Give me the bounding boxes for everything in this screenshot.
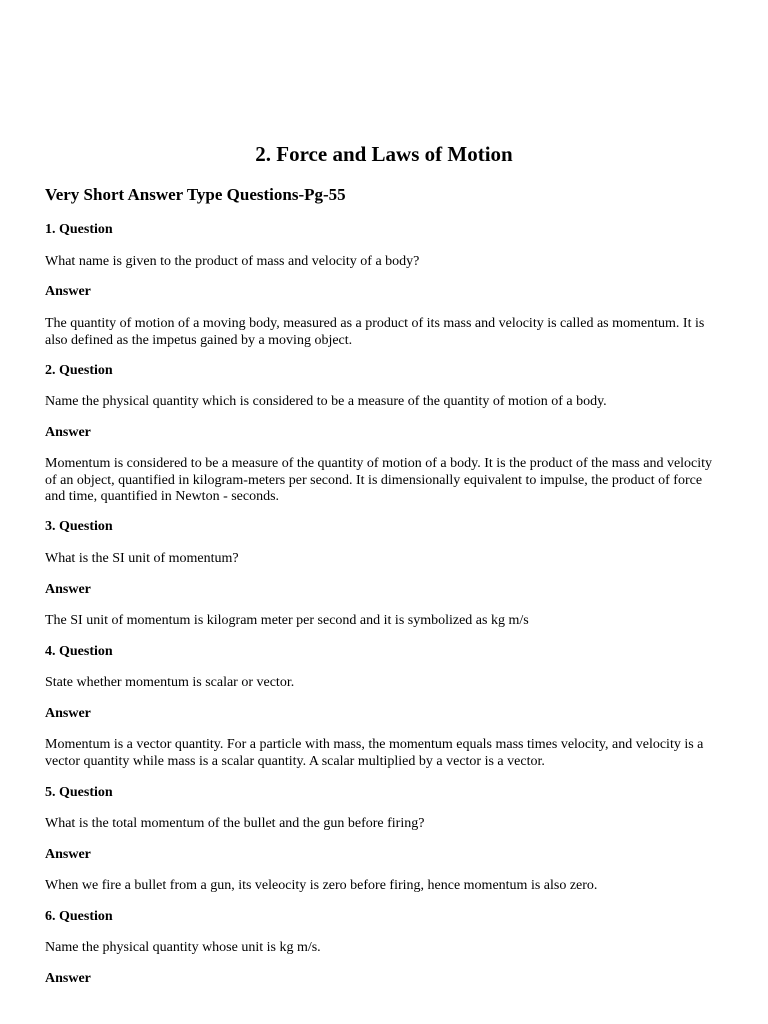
question-text: Name the physical quantity which is considered to be a measure of the quantity of motion of a body. [45, 394, 607, 409]
question-label: 4. Question [45, 644, 113, 659]
answer-text: The quantity of motion of a moving body, measured as a product of its mass and velocity is called as momentum. It is also defined as the impetus gained by a moving object. [45, 316, 705, 348]
question-text: What is the total momentum of the bullet and the gun before firing? [45, 816, 425, 831]
question-label: 2. Question [45, 363, 113, 378]
question-label: 1. Question [45, 222, 113, 237]
answer-label: Answer [45, 582, 91, 597]
answer-label: Answer [45, 847, 91, 862]
question-text: What name is given to the product of mass and velocity of a body? [45, 254, 420, 269]
question-label: 6. Question [45, 909, 113, 924]
answer-text: Momentum is considered to be a measure of the quantity of motion of a body. It is the product of the mass and velocity of an object, quantified in kilogram-meters per second. It is dimensionally equivalent to impulse, the product of force and time, quantified in Newton - seconds. [45, 456, 713, 504]
section-heading: Very Short Answer Type Questions-Pg-55 [45, 185, 346, 204]
answer-text: When we fire a bullet from a gun, its veleocity is zero before firing, hence momentum is also zero. [45, 878, 598, 893]
answer-text: Momentum is a vector quantity. For a particle with mass, the momentum equals mass times velocity, and velocity is a vector quantity while mass is a scalar quantity. A scalar multiplied by a vector is a vector. [45, 737, 704, 769]
question-label: 5. Question [45, 785, 113, 800]
question-text: Name the physical quantity whose unit is kg m/s. [45, 940, 321, 955]
answer-label: Answer [45, 971, 91, 986]
question-text: State whether momentum is scalar or vector. [45, 675, 295, 690]
question-text: What is the SI unit of momentum? [45, 551, 239, 566]
page-title: 2. Force and Laws of Motion [255, 142, 513, 166]
question-label: 3. Question [45, 519, 113, 534]
answer-text: The SI unit of momentum is kilogram meter per second and it is symbolized as kg m/s [45, 613, 529, 628]
answer-label: Answer [45, 284, 91, 299]
answer-label: Answer [45, 706, 91, 721]
answer-label: Answer [45, 425, 91, 440]
